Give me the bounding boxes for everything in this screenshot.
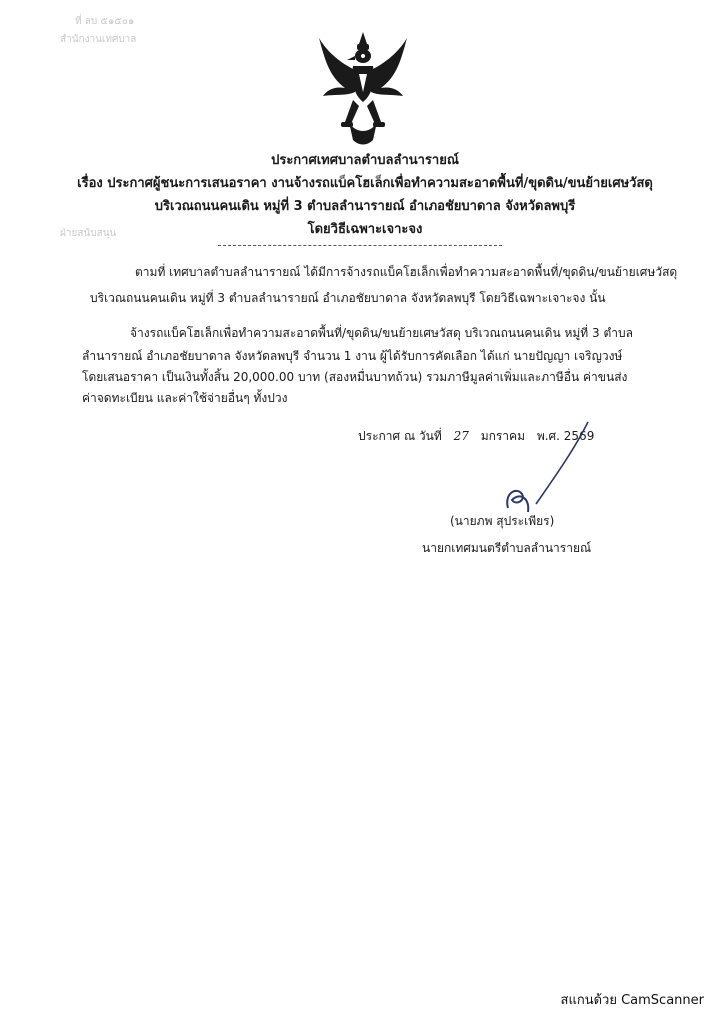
announce-prefix: ประกาศ ณ วันที่ (358, 429, 442, 443)
announcement-title: ประกาศเทศบาลตำบลลำนารายณ์ (271, 153, 459, 168)
separator-line (218, 245, 502, 246)
announce-month: มกราคม (480, 429, 525, 443)
garuda-emblem-icon (315, 30, 411, 150)
handwritten-signature (470, 420, 610, 520)
signatory-position: นายกเทศมนตรีตำบลลำนารายณ์ (422, 541, 592, 555)
announcement-location: บริเวณถนนคนเดิน หมู่ที่ 3 ตำบลลำนารายณ์ อำเภอชัยบาดาล จังหวัดลพบุรี (154, 199, 576, 214)
paragraph-line: บริเวณถนนคนเดิน หมู่ที่ 3 ตำบลลำนารายณ์ อำเภอชัยบาดาล จังหวัดลพบุรี โดยวิธีเฉพาะเจาะจง นั้น (90, 291, 606, 305)
announcement-subject: เรื่อง ประกาศผู้ชนะการเสนอราคา งานจ้างรถแบ็คโฮเล็กเพื่อทำความสะอาดพื้นที่/ขุดดิน/ขนย้ายเศษวัสดุ (77, 176, 653, 191)
announce-year: พ.ศ. 2569 (536, 429, 595, 443)
scanner-watermark: สแกนด้วย CamScanner (560, 993, 704, 1008)
signatory-name: (นายภพ สุประเพียร) (450, 514, 555, 528)
paragraph-line: ค่าจดทะเบียน และค่าใช้จ่ายอื่นๆ ทั้งปวง (82, 391, 288, 405)
announce-day: 27 (453, 429, 469, 443)
faded-text: ฝ่ายสนับสนุน (60, 228, 117, 239)
faded-text: ที่ ลบ ๕๑๕๐๑ (75, 16, 135, 27)
paragraph-line: จ้างรถแบ็คโฮเล็กเพื่อทำความสะอาดพื้นที่/ขุดดิน/ขนย้ายเศษวัสดุ บริเวณถนนคนเดิน หมู่ที่ 3 ตำบล (130, 326, 633, 340)
announcement-method: โดยวิธีเฉพาะเจาะจง (307, 222, 423, 237)
paragraph-line: ตามที่ เทศบาลตำบลลำนารายณ์ ได้มีการจ้างรถแบ็คโฮเล็กเพื่อทำความสะอาดพื้นที่/ขุดดิน/ขนย้ายเศษวัสดุ (135, 265, 678, 279)
paragraph-line: ลำนารายณ์ อำเภอชัยบาดาล จังหวัดลพบุรี จำนวน 1 งาน ผู้ได้รับการคัดเลือก ได้แก่ นายปัญญา เจริญวงษ์ (82, 349, 623, 363)
faded-text: สำนักงานเทศบาล (60, 34, 137, 45)
paragraph-line: โดยเสนอราคา เป็นเงินทั้งสิ้น 20,000.00 บาท (สองหมื่นบาทถ้วน) รวมภาษีมูลค่าเพิ่มและภาษีอื่น ค่าขนส่ง (82, 370, 628, 384)
